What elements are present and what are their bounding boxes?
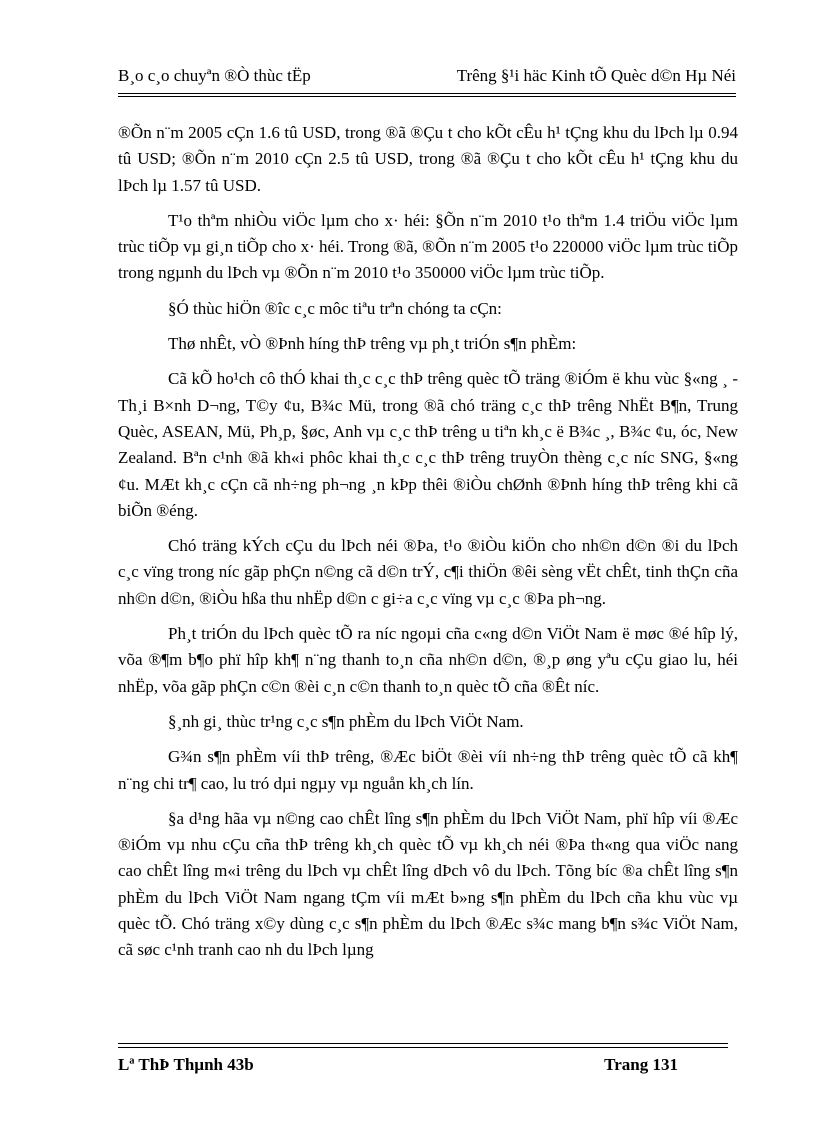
paragraph: ®Õn n¨m 2005 cÇn 1.6 tû USD, trong ®ã ®Çu t cho kÕt cÊu h¹ tÇng khu du lÞch lµ 0.94 tû USD; ®Õn n¨m 2010 cÇn 2.5 tû USD, trong ®ã ®Çu t cho kÕt cÊu h¹ tÇng khu du lÞch lµ 1.57 tû USD. xyxy=(118,123,738,195)
paragraph: §Ó thùc hiÖn ®îc c¸c môc tiªu trªn chóng ta cÇn: xyxy=(168,298,502,318)
footer-author: Lª ThÞ Thµnh 43b xyxy=(118,1055,254,1074)
header-divider xyxy=(118,93,736,94)
paragraph: Thø nhÊt, vÒ ®Þnh híng thÞ trêng vµ ph¸t triÓn s¶n phÈm: xyxy=(168,334,577,354)
document-body xyxy=(118,120,738,973)
paragraph: Ph¸t triÓn du lÞch quèc tÕ ra níc ngoµi cña c«ng d©n ViÖt Nam ë møc ®é hîp lý, võa ®¶m b¶o phï hîp kh¶ n¨ng thanh to¸n cña nh©n d©n, ®¸p øng yªu cÇu giao lu, héi nhËp, võa gãp phÇn c©n ®èi c¸n c©n thanh to¸n quèc tÕ cña ®Êt níc. xyxy=(118,624,738,696)
header-university: Trêng §¹i häc Kinh tÕ Quèc d©n Hµ Néi xyxy=(456,66,736,85)
footer-divider xyxy=(118,1043,728,1044)
header-divider-secondary xyxy=(118,96,736,97)
paragraph: §a d¹ng hãa vµ n©ng cao chÊt lîng s¶n phÈm du lÞch ViÖt Nam, phï hîp víi ®Æc ®iÓm vµ nhu cÇu cña thÞ trêng kh¸ch quèc tÕ vµ kh¸ch néi ®Þa th«ng qua viÖc nang cao chÊt lîng m«i trêng du lÞch vµ chÊt lîng dÞch vô du lÞch. Tõng bíc ®a chÊt lîng s¶n phÈm du lÞch ViÖt Nam ngang tÇm víi mÆt b»ng s¶n phÈm du lÞch cña khu vùc vµ quèc tÕ. Chó träng x©y dùng c¸c s¶n phÈm du lÞch ®Æc s¾c mang b¶n s¾c ViÖt Nam, cã søc c¹nh tranh cao nh du lÞch lµng xyxy=(118,808,738,960)
paragraph: T¹o thªm nhiÒu viÖc lµm cho x· héi: §Õn n¨m 2010 t¹o thªm 1.4 triÖu viÖc lµm trùc tiÕp vµ gi¸n tiÕp cho x· héi. Trong ®ã, ®Õn n¨m 2005 t¹o 220000 viÖc lµm trùc tiÕp trong ngµnh du lÞch vµ ®Õn n¨m 2010 t¹o 350000 viÖc lµm trùc tiÕp. xyxy=(118,210,738,283)
page-footer xyxy=(118,1055,678,1081)
paragraph: Chó träng kÝch cÇu du lÞch néi ®Þa, t¹o ®iÒu kiÖn cho nh©n d©n ®i du lÞch c¸c vïng trong níc gãp phÇn n©ng cã d©n trÝ, c¶i thiÖn ®êi sèng vËt chÊt, tinh thÇn cña nh©n d©n, ®iÒu hßa thu nhËp d©n c gi÷a c¸c vïng vµ c¸c ®Þa ph¬ng. xyxy=(118,536,738,608)
header-report-title: B¸o c¸o chuyªn ®Ò thùc tËp xyxy=(118,66,311,85)
paragraph: §¸nh gi¸ thùc tr¹ng c¸c s¶n phÈm du lÞch ViÖt Nam. xyxy=(168,711,524,731)
footer-divider-secondary xyxy=(118,1047,728,1048)
paragraph: Cã kÕ ho¹ch cô thÓ khai th¸c c¸c thÞ trêng quèc tÕ träng ®iÓm ë khu vùc §«ng ¸ - Th¸i B×nh D¬ng, T©y ¢u, B¾c Mü, trong ®ã chó träng c¸c thÞ trêng NhËt B¶n, Trung Quèc, ASEAN, Mü, Ph¸p, §øc, Anh vµ c¸c thÞ trêng u tiªn kh¸c ë B¾c ¸, B¾c ¢u, óc, New Zealand. Bªn c¹nh ®ã kh«i phôc khai th¸c c¸c thÞ trêng truyÒn thèng c¸c níc SNG, §«ng ¢u. MÆt kh¸c cÇn cã nh÷ng ph¬ng ¸n kÞp thêi ®iÒu chØnh ®Þnh híng thÞ trêng khi cã biÕn ®éng. xyxy=(118,369,738,520)
page-header xyxy=(118,66,736,94)
page-number: Trang 131 xyxy=(604,1055,678,1074)
paragraph: G¾n s¶n phÈm víi thÞ trêng, ®Æc biÖt ®èi víi nh÷ng thÞ trêng quèc tÕ cã kh¶ n¨ng chi tr¶ cao, lu tró dµi ngµy vµ nguån kh¸ch lín. xyxy=(118,747,738,793)
